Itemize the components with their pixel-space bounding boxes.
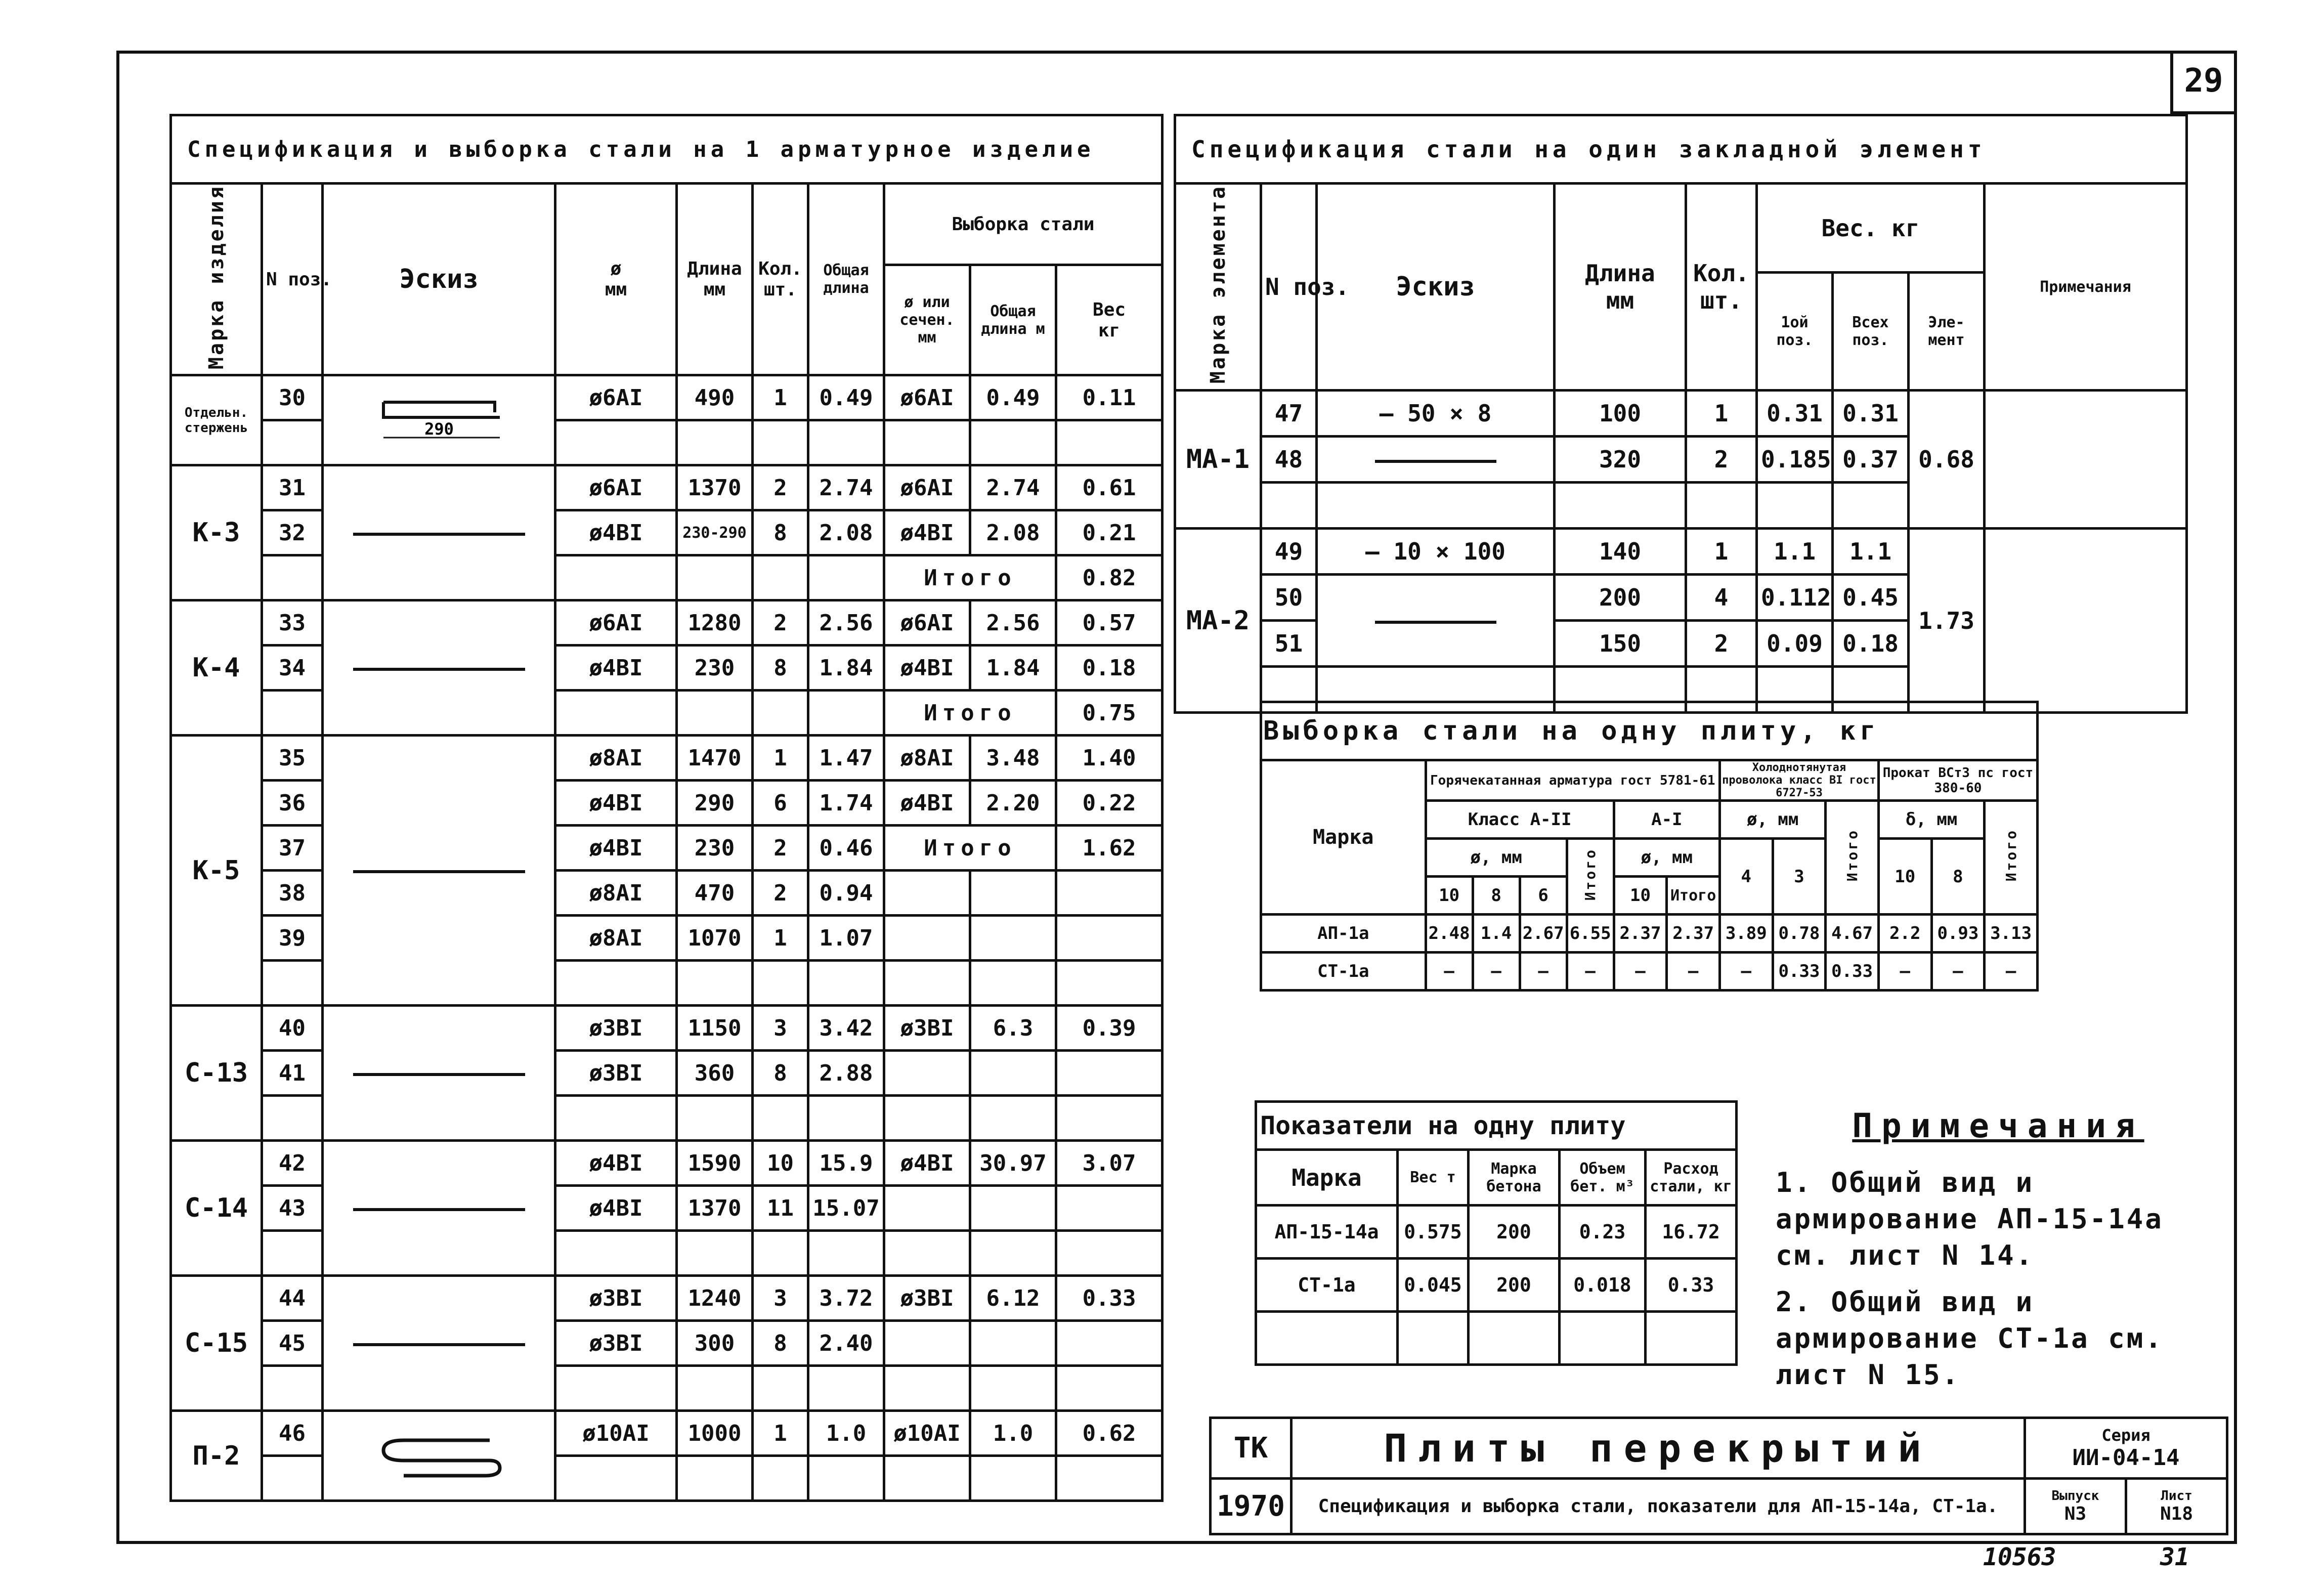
col-sel-dia: ø или сечен. мм	[884, 265, 970, 375]
loop-bar-sketch	[373, 1425, 505, 1481]
indicators-table: Показатели на одну плиту Марка Вес т Марка бетона Объем бет. м³ Расход стали, кг АП-15-14а 0.575 200 0.23 16.72 СТ-1а 0.045 200 0.018 0.33	[1255, 1100, 1738, 1366]
table-row: 48 320 2 0.185 0.37	[1175, 437, 2187, 483]
table-row: 50 200 4 0.112 0.45	[1175, 575, 2187, 621]
straight-bar-icon	[353, 1208, 525, 1211]
notes-block	[1776, 1108, 2221, 1393]
table-row: 45 ø3BI 300 8 2.40	[171, 1321, 1163, 1366]
table-row: 34 ø4BI 230 8 1.84 ø4BI 1.84 0.18	[171, 646, 1163, 691]
table-row: Итого 0.82	[171, 555, 1163, 600]
table-row: 39 ø8AI 1070 1 1.07	[171, 916, 1163, 961]
col-mark: Марка изделия	[171, 184, 262, 375]
table-row: СТ-1а 0.045 200 0.018 0.33	[1256, 1259, 1737, 1312]
table-row: 38 ø8AI 470 2 0.94	[171, 871, 1163, 916]
col-total: Общая длина	[808, 184, 884, 375]
table-row: Отдельн. стержень 30 290 ø6AI 490 1 0.49 ø6AI 0.49 0.11	[171, 375, 1163, 420]
notes-title: Примечания	[1852, 1106, 2144, 1145]
table-row: 41 ø3BI 360 8 2.88	[171, 1051, 1163, 1096]
table-row: МА-1 47 — 50 × 8 100 1 0.31 0.31 0.68	[1175, 391, 2187, 437]
rebar-table-title: Спецификация и выборка стали на 1 арматурное изделие	[171, 115, 1163, 184]
table-row: С-13 40 ø3BI 1150 3 3.42 ø3BI 6.3 0.39	[171, 1006, 1163, 1051]
table-row: К-5 35 ø8AI 1470 1 1.47 ø8AI 3.48 1.40	[171, 736, 1163, 781]
page-number: 29	[2170, 51, 2234, 114]
table-row: АП-15-14а 0.575 200 0.23 16.72	[1256, 1206, 1737, 1259]
straight-bar-icon	[353, 533, 525, 536]
plate-bar-icon	[1375, 460, 1496, 463]
col-qty: Кол. шт.	[753, 184, 808, 375]
table-row: П-2 46 ø10AI 1000 1 1.0 ø10AI 1.0 0.62	[171, 1411, 1163, 1456]
bent-bar-sketch	[363, 382, 515, 453]
table-row: К-4 33 ø6AI 1280 2 2.56 ø6AI 2.56 0.57	[171, 600, 1163, 646]
col-sel-total: Общая длина м	[970, 265, 1056, 375]
embed-spec-table: Спецификация стали на один закладной элемент Марка элемента N поз. Эскиз Длина мм Кол. шт. Вес. кг Примечания 1ой поз. Всех поз. Эле-мент МА-1 47 — 50 × 8 100 1 0.31 0.31 0.68 48 320 2 0.185 0.37 МА-2 49 — 10 × 100 140 1 1.1 1.1 1.73 50 200 4 0.112 0.45 51 150 2 0.09 0.18	[1174, 114, 2188, 714]
table-row: С-15 44 ø3BI 1240 3 3.72 ø3BI 6.12 0.33	[171, 1276, 1163, 1321]
straight-bar-icon	[353, 668, 525, 671]
col-pos: N поз.	[262, 184, 323, 375]
col-length: Длина мм	[677, 184, 753, 375]
table-row: АП-1а 2.48 1.4 2.67 6.55 2.37 2.37 3.89 0.78 4.67 2.2 0.93 3.13	[1261, 915, 2038, 953]
table-row: 37 ø4BI 230 2 0.46 Итого 1.62	[171, 826, 1163, 871]
straight-bar-icon	[353, 1073, 525, 1076]
footer-number-right: 31	[2160, 1543, 2189, 1571]
straight-bar-icon	[353, 870, 525, 873]
sketch-dim: 290	[424, 419, 454, 439]
col-selection: Выборка стали	[884, 184, 1163, 265]
embed-table-title: Спецификация стали на один закладной элемент	[1175, 115, 2187, 184]
table-row: МА-2 49 — 10 × 100 140 1 1.1 1.1 1.73	[1175, 529, 2187, 575]
table-row: К-3 31 ø6AI 1370 2 2.74 ø6AI 2.74 0.61	[171, 465, 1163, 510]
sketch-bent-bar	[323, 375, 555, 465]
footer-number-left: 10563	[1983, 1543, 2056, 1571]
col-dia: ø мм	[555, 184, 677, 375]
table-row: Итого 0.75	[171, 691, 1163, 736]
straight-bar-icon	[353, 1343, 525, 1346]
table-row: 32 ø4BI 230-290 8 2.08 ø4BI 2.08 0.21	[171, 510, 1163, 555]
table-row: СТ-1а — — — — — — — 0.33 0.33 — — —	[1261, 953, 2038, 991]
table-row: 36 ø4BI 290 6 1.74 ø4BI 2.20 0.22	[171, 781, 1163, 826]
rebar-spec-table	[169, 114, 1164, 1502]
table-row: 51 150 2 0.09 0.18	[1175, 621, 2187, 667]
note-item: 1. Общий вид и армирование АП-15-14а см. лист N 14.	[1776, 1167, 2164, 1271]
col-sel-weight: Вес кг	[1056, 265, 1163, 375]
table-row: С-14 42 ø4BI 1590 10 15.9 ø4BI 30.97 3.07	[171, 1141, 1163, 1186]
title-stamp: ТК Плиты перекрытий Серия ИИ-04-14 1970 Спецификация и выборка стали, показатели для АП-15-14а, СТ-1а. Выпуск N3 Лист N18	[1209, 1416, 2228, 1535]
slab-steel-table: Выборка стали на одну плиту, кг Марка Горячекатанная арматура гост 5781-61 Холоднотянутая проволока класс BI гост 6727-53 Прокат ВСт3 пс гост 380-60 Класс А-II А-I ø, мм Итого δ, мм Итого ø, мм Итого ø, мм 4 3 10 8 10 8 6 10 Итого АП-1а 2.48 1.4 2.67 6.55 2.37 2.37 3.89 0.78 4.67 2.2 0.93 3.13 СТ-1а — — — — — — — 0.33 0.33 — — —	[1260, 701, 2039, 992]
col-sketch: Эскиз	[323, 184, 555, 375]
note-item: 2. Общий вид и армирование СТ-1а см. лист N 15.	[1776, 1286, 2164, 1391]
table-row: 43 ø4BI 1370 11 15.07	[171, 1186, 1163, 1231]
plate-bar-icon	[1375, 621, 1496, 624]
